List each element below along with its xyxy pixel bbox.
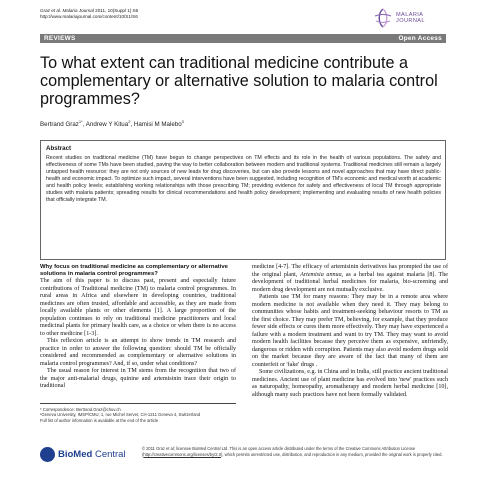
license-link[interactable]: http://creativecommons.org/licenses/by/2.0 — [143, 451, 221, 457]
author-affiliation: 3 — [181, 119, 184, 124]
author-affiliation: 1* — [78, 119, 83, 124]
malaria-journal-logo-icon — [372, 7, 394, 29]
logo-line-2: JOURNAL — [396, 18, 425, 25]
abstract-heading: Abstract — [46, 145, 72, 152]
species-name: Artemisia annua — [300, 271, 342, 278]
citation-journal: Graz et al. Malaria Journal — [40, 8, 94, 13]
article-title: To what extent can traditional medicine contribute a complementary or alternative solution to malaria control programmes? — [40, 54, 438, 108]
body-paragraph: Some civilizations, e.g. in China and in India, still practice ancient traditional medicines. Ancient use of plant medicine has evolved into 'new' practices such as naturopathy, homeopathy, aromatherapy and modern herbal medicine [10], although many such practices have not been formally validated. — [252, 369, 448, 398]
author-name[interactable]: Bertrand Graz — [40, 121, 79, 129]
citation-block — [40, 8, 138, 20]
license-text: © 2011 Graz et al; licensee BioMed Central Ltd. This is an open access article distributed under the terms of the Creative Commons Attribution License (http://creativecommons.org/licenses/by/2.0), which permits unrestricted use, distribution, and reproduction in any medium, provided the original work is properly cited. — [142, 446, 443, 457]
body-paragraph: This reflexion article is an attempt to show trends in TM research and practice in order to answer the following question: should TM be officially considered and recommended as complementary or alternative solutions in malaria control programmes? And, if so, under what conditions? — [40, 338, 236, 367]
body-paragraph: medicine [4-7]. The efficacy of artemisinin derivatives has prompted the use of the original plant, Artemisia annua, as a herbal tea against malaria [8]. The development of traditional herbal medicines for malaria, bio-screening and modern drug development are not mutually exclusive. — [252, 264, 448, 293]
malaria-journal-logo — [372, 6, 446, 32]
body-paragraph: The usual reason for interest in TM stems from the recognition that two of the major anti-malarial drugs, quinine and artemisinin trace their origin to traditional — [40, 368, 236, 390]
publisher-name-rest: Central — [92, 449, 126, 460]
footnotes — [40, 403, 236, 423]
biomed-central-logo[interactable] — [40, 445, 132, 465]
body-column-right — [252, 264, 448, 399]
body-column-left — [40, 264, 236, 391]
author-name[interactable]: Andrew Y Kitua — [85, 121, 129, 129]
publisher-name-bold: BioMed — [58, 449, 93, 460]
body-paragraph: Patients use TM for many reasons: They may be in a remote area where modern medicine is not available when they need it. They may belong to communities whose habits and treatment-seeking behaviour resorts to TM as the first choice. They may prefer TM, believing, for example, that they produce fewer side effects or cures them more effectively. They may have experienced a failure with a modern treatment and want to try TM. They may want to avoid modern health facilities because they perceive them as expensive, unfriendly, dangerous or ridden with corruption. Patients may also avoid modern drugs sold on the market because they are aware of the fact that many of them are counterfeit or 'fake' drugs . — [252, 294, 448, 368]
author-affiliation: 2 — [128, 119, 131, 124]
body-paragraph: The aim of this paper is to discuss past, present and especially future contributions of Traditional medicine (TM) to malaria control programmes. In rural areas in Africa and elsewhere in developing countries, traditional medicines are often trusted, affordable and accessible, as they are made from locally available plants or other elements [1]. A large proportion of the population continues to rely on traditional medicine practitioners and local medicinal plants for primary health care, as a choice or when there is no access to other medicine [1-3]. — [40, 278, 236, 337]
affiliation-note: ¹Geneva University, IMSP/CMU, 1, rue Michel Servet, CH-1211 Geneva 4, Switzerland — [40, 412, 201, 418]
article-url[interactable]: http://www.malariajournal.com/content/10/S1/S6 — [40, 14, 138, 19]
abstract-box — [40, 140, 446, 260]
correspondence-note[interactable]: * Correspondence: Bertrand.Graz@chuv.ch — [40, 407, 121, 412]
open-access-label: Open Access — [398, 35, 442, 42]
author-name[interactable]: Hamisi M Malebo — [133, 121, 182, 129]
section-heading: Why focus on traditional medicine as complementary or alternative solutions in malaria control programmes? — [40, 264, 228, 278]
author-info-note: Full list of author information is available at the end of the article — [40, 417, 159, 423]
section-bar — [40, 34, 446, 43]
author-list: Bertrand Graz$^{1*}$, Andrew Y Kitua$^2$, Hamisi M Malebo$^3$ — [40, 119, 184, 129]
abstract-text: Recent studies on traditional medicine (TM) have begun to change perspectives on TM effects and its role in the health of various populations. The safety and effectiveness of some TMs have been studied, paving the way to better collaboration between modern and traditional systems. Traditional medicines still remain a largely untapped health resource: they are not only sources of new leads for drug discoveries, but can also provide lessons and novel approaches that may have direct public-health and economic impact. To optimize such impact, several interventions have been suggested, including recognition of TM's economic and medical worth at academic and health policy levels; establishing working relationships with those prescribing TM; providing evidence for safety and effectiveness of local TM through appropriate studies with malaria patients; spreading results for clinical recommendations and health policy development; implementing and evaluating results of new health policies that officially integrate TM. — [46, 155, 441, 204]
logo-line-1: MALARIA — [396, 12, 424, 18]
section-label: REVIEWS — [44, 35, 76, 42]
biomed-central-logo-icon — [40, 447, 55, 462]
citation-details: 2011, 10(Suppl 1):S6 — [93, 8, 139, 13]
